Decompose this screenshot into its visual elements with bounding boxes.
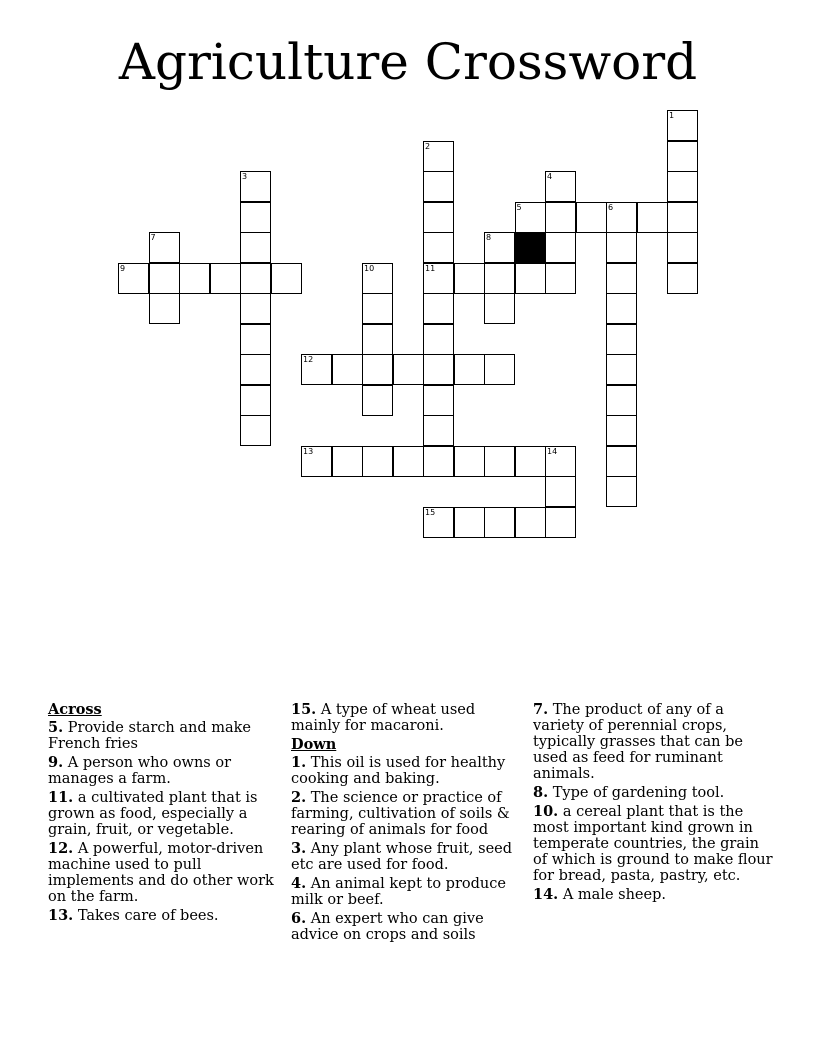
clue-text: a cultivated plant that is grown as food, especially a grain, fruit, or vegetable. xyxy=(48,790,258,838)
grid-cell[interactable] xyxy=(667,110,698,141)
clue-number-label: 12 xyxy=(303,355,314,364)
grid-cell[interactable] xyxy=(423,293,454,324)
grid-cell[interactable] xyxy=(423,507,454,538)
clue-number: 11. xyxy=(48,789,74,806)
grid-cell[interactable] xyxy=(240,354,271,385)
clue-number-label: 1 xyxy=(669,111,675,120)
grid-cell[interactable] xyxy=(271,263,302,294)
grid-cell[interactable] xyxy=(545,263,576,294)
down-heading: Down xyxy=(291,736,337,753)
clue-number-label: 2 xyxy=(425,141,431,151)
clue-number-label: 4 xyxy=(547,172,553,181)
page-title: Agriculture Crossword xyxy=(118,33,698,91)
grid-cell[interactable] xyxy=(118,263,149,294)
clues-column-2 xyxy=(291,702,523,946)
grid-cell[interactable] xyxy=(240,232,271,263)
grid-cell[interactable] xyxy=(484,446,515,477)
grid-cell[interactable] xyxy=(240,293,271,324)
grid-cell[interactable] xyxy=(240,415,271,446)
clue-number: 6. xyxy=(291,910,307,927)
grid-cell[interactable] xyxy=(484,263,515,294)
clue-number-label: 5 xyxy=(516,202,522,212)
clue-number: 8. xyxy=(533,784,549,801)
grid-cell[interactable] xyxy=(301,446,332,477)
grid-cell[interactable] xyxy=(393,354,424,385)
clue-text: This oil is used for healthy cooking and baking. xyxy=(291,755,506,787)
clue-text: The product of any of a variety of perennial crops, typically grasses that can be used as feed for ruminant animals. xyxy=(533,702,743,782)
grid-cell[interactable] xyxy=(606,354,637,385)
grid-cell[interactable] xyxy=(606,385,637,416)
grid-cell[interactable] xyxy=(149,293,180,324)
grid-cell[interactable] xyxy=(667,171,698,202)
grid-cell[interactable] xyxy=(362,293,393,324)
clues-column-1 xyxy=(48,702,280,927)
clue-number: 12. xyxy=(48,840,74,857)
clue-across-5 xyxy=(48,720,280,752)
grid-cell[interactable] xyxy=(484,507,515,538)
grid-cell[interactable] xyxy=(240,263,271,294)
grid-cell[interactable] xyxy=(423,385,454,416)
grid-cell[interactable] xyxy=(423,171,454,202)
grid-cell[interactable] xyxy=(606,324,637,355)
clue-down-8 xyxy=(533,785,773,801)
clue-text: Type of gardening tool. xyxy=(552,785,725,801)
grid-cell[interactable] xyxy=(240,385,271,416)
clue-text: A male sheep. xyxy=(562,887,666,903)
grid-cell[interactable] xyxy=(332,354,363,385)
clue-across-12 xyxy=(48,841,280,905)
clue-number-label: 15 xyxy=(425,507,436,517)
grid-cell[interactable] xyxy=(362,446,393,477)
clue-down-4 xyxy=(291,876,523,908)
clue-number: 1. xyxy=(291,754,307,771)
grid-cell[interactable] xyxy=(423,263,454,294)
across-heading: Across xyxy=(48,701,102,718)
clue-number-label: 10 xyxy=(364,263,375,273)
grid-cell[interactable] xyxy=(423,354,454,385)
grid-cell[interactable] xyxy=(545,232,576,263)
grid-cell[interactable] xyxy=(362,385,393,416)
grid-cell[interactable] xyxy=(423,141,454,172)
grid-cell[interactable] xyxy=(332,446,363,477)
grid-cell[interactable] xyxy=(240,324,271,355)
grid-cell[interactable] xyxy=(667,202,698,233)
grid-cell[interactable] xyxy=(545,446,576,477)
clue-number: 3. xyxy=(291,840,307,857)
grid-cell[interactable] xyxy=(454,507,485,538)
black-cell xyxy=(515,232,546,263)
grid-cell[interactable] xyxy=(545,507,576,538)
clue-number-label: 8 xyxy=(486,233,492,242)
clue-down-2 xyxy=(291,790,523,838)
clue-text: An expert who can give advice on crops and soils xyxy=(291,911,484,943)
grid-cell[interactable] xyxy=(423,415,454,446)
clue-number-label: 7 xyxy=(150,233,156,242)
clue-number-label: 3 xyxy=(242,172,248,181)
clue-text: a cereal plant that is the most important kind grown in temperate countries, the grain of which is ground to make flour for bread, pasta, pastry, etc. xyxy=(533,804,773,884)
grid-cell[interactable] xyxy=(454,446,485,477)
clue-number: 2. xyxy=(291,789,307,806)
grid-cell[interactable] xyxy=(149,232,180,263)
clue-number: 5. xyxy=(48,719,64,736)
grid-cell[interactable] xyxy=(667,263,698,294)
clue-down-3 xyxy=(291,841,523,873)
grid-cell[interactable] xyxy=(515,446,546,477)
clues-column-3 xyxy=(533,702,773,906)
clue-number-label: 13 xyxy=(303,446,314,456)
grid-cell[interactable] xyxy=(606,415,637,446)
grid-cell[interactable] xyxy=(484,232,515,263)
clue-number: 7. xyxy=(533,701,549,718)
grid-cell[interactable] xyxy=(606,202,637,233)
grid-cell[interactable] xyxy=(362,354,393,385)
clue-down-14 xyxy=(533,887,773,903)
clue-number: 9. xyxy=(48,754,64,771)
clue-text: A person who owns or manages a farm. xyxy=(48,755,232,787)
grid-cell[interactable] xyxy=(606,263,637,294)
clue-text: A type of wheat used mainly for macaroni. xyxy=(291,702,476,734)
grid-cell[interactable] xyxy=(545,202,576,233)
grid-cell[interactable] xyxy=(545,171,576,202)
clue-text: A powerful, motor-driven machine used to pull implements and do other work on the farm. xyxy=(48,841,274,905)
grid-cell[interactable] xyxy=(515,202,546,233)
grid-cell[interactable] xyxy=(454,354,485,385)
grid-cell[interactable] xyxy=(667,141,698,172)
clue-number: 14. xyxy=(533,886,559,903)
grid-cell[interactable] xyxy=(240,202,271,233)
clue-number: 13. xyxy=(48,907,74,924)
grid-cell[interactable] xyxy=(240,171,271,202)
clue-down-6 xyxy=(291,911,523,943)
grid-cell[interactable] xyxy=(515,507,546,538)
clue-down-7 xyxy=(533,702,773,782)
clue-number: 4. xyxy=(291,875,307,892)
grid-cell[interactable] xyxy=(545,476,576,507)
clue-across-15 xyxy=(291,702,523,734)
clue-number: 15. xyxy=(291,701,317,718)
clue-text: The science or practice of farming, cultivation of soils & rearing of animals for food xyxy=(291,790,510,838)
grid-cell[interactable] xyxy=(484,293,515,324)
grid-cell[interactable] xyxy=(362,324,393,355)
clue-down-1 xyxy=(291,755,523,787)
grid-cell[interactable] xyxy=(637,202,668,233)
grid-cell[interactable] xyxy=(454,263,485,294)
clue-text: Takes care of bees. xyxy=(77,908,219,924)
grid-cell[interactable] xyxy=(423,446,454,477)
grid-cell[interactable] xyxy=(393,446,424,477)
clue-text: An animal kept to produce milk or beef. xyxy=(291,876,506,908)
grid-cell[interactable] xyxy=(606,293,637,324)
clue-across-9 xyxy=(48,755,280,787)
clue-number: 10. xyxy=(533,803,559,820)
clue-number-label: 6 xyxy=(608,202,614,212)
grid-cell[interactable] xyxy=(484,354,515,385)
clue-across-11 xyxy=(48,790,280,838)
clue-across-13 xyxy=(48,908,280,924)
clue-text: Provide starch and make French fries xyxy=(48,720,252,752)
grid-cell[interactable] xyxy=(667,232,698,263)
grid-cell[interactable] xyxy=(423,202,454,233)
grid-cell[interactable] xyxy=(606,446,637,477)
grid-cell[interactable] xyxy=(301,354,332,385)
grid-cell[interactable] xyxy=(362,263,393,294)
grid-cell[interactable] xyxy=(423,324,454,355)
clue-down-10 xyxy=(533,804,773,884)
clue-text: Any plant whose fruit, seed etc are used for food. xyxy=(291,841,513,873)
clue-number-label: 9 xyxy=(120,263,126,273)
grid-cell[interactable] xyxy=(606,476,637,507)
clue-number-label: 14 xyxy=(547,446,558,456)
grid-cell[interactable] xyxy=(210,263,241,294)
grid-cell[interactable] xyxy=(423,232,454,263)
grid-cell[interactable] xyxy=(606,232,637,263)
grid-cell[interactable] xyxy=(149,263,180,294)
grid-cell[interactable] xyxy=(515,263,546,294)
grid-cell[interactable] xyxy=(576,202,607,233)
grid-cell[interactable] xyxy=(179,263,210,294)
clue-number-label: 11 xyxy=(425,263,436,273)
